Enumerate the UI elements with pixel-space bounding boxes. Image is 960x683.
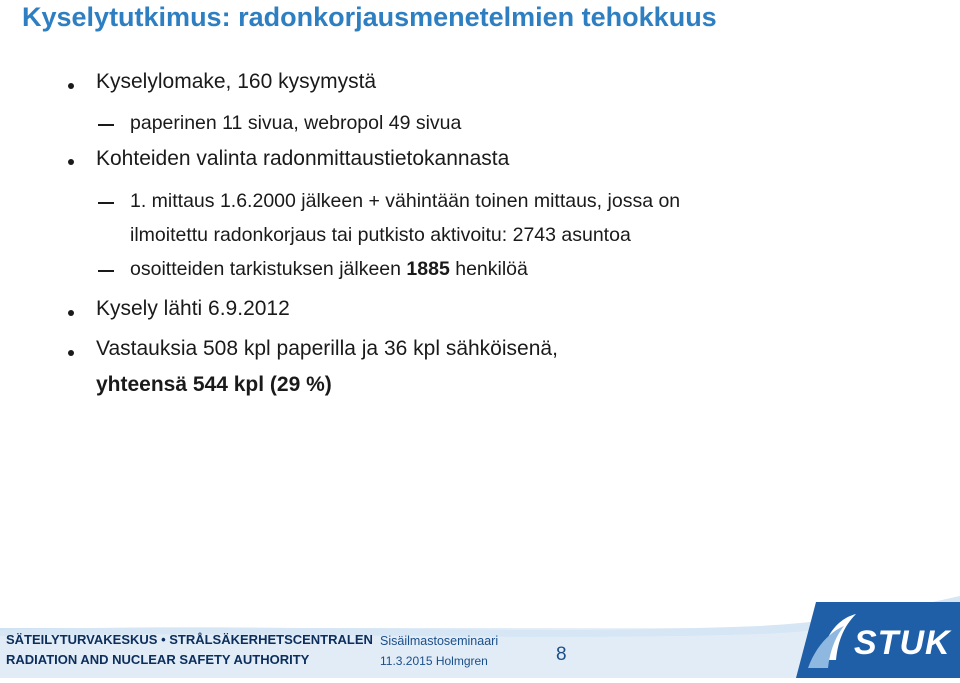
sub-bullet-text-continued: ilmoitettu radonkorjaus tai putkisto aktivoitu: 2743 asuntoa [130,224,631,246]
bullet-text: Kohteiden valinta radonmittaustietokannasta [96,147,510,170]
bullet-text: Kysely lähti 6.9.2012 [96,297,290,320]
bullet-text: Kyselylomake, 160 kysymystä [96,70,377,93]
bullet-dot [68,83,74,89]
sub-bullet-text: 1. mittaus 1.6.2000 jälkeen + vähintään toinen mittaus, jossa on [130,190,681,212]
sub-bullet-dash [98,270,114,272]
sub-bullet-dash [98,124,114,126]
sub-bullet-text: paperinen 11 sivua, webropol 49 sivua [130,112,462,134]
bullet-text-continued: yhteensä 544 kpl (29 %) [96,373,332,396]
footer-org-line1: SÄTEILYTURVAKESKUS • STRÅLSÄKERHETSCENTRALEN [6,632,373,647]
logo-text: STUK [854,624,951,662]
sub-bullet-dash [98,202,114,204]
footer [0,596,960,678]
bullet-dot [68,350,74,356]
page-number: 8 [556,644,567,665]
footer-date-author: 11.3.2015 Holmgren [380,654,488,668]
bullet-dot [68,159,74,165]
bullet-dot [68,310,74,316]
count-1885: 1885 [406,258,450,280]
sub-bullet-text: osoitteiden tarkistuksen jälkeen 1885 henkilöä [130,258,528,280]
bullet-text: Vastauksia 508 kpl paperilla ja 36 kpl sähköisenä, [96,337,558,360]
stuk-logo [796,602,960,678]
footer-org-line2: RADIATION AND NUCLEAR SAFETY AUTHORITY [6,652,310,667]
slide-title: Kyselytutkimus: radonkorjausmenetelmien tehokkuus [22,2,717,32]
footer-event: Sisäilmastoseminaari [380,634,499,648]
